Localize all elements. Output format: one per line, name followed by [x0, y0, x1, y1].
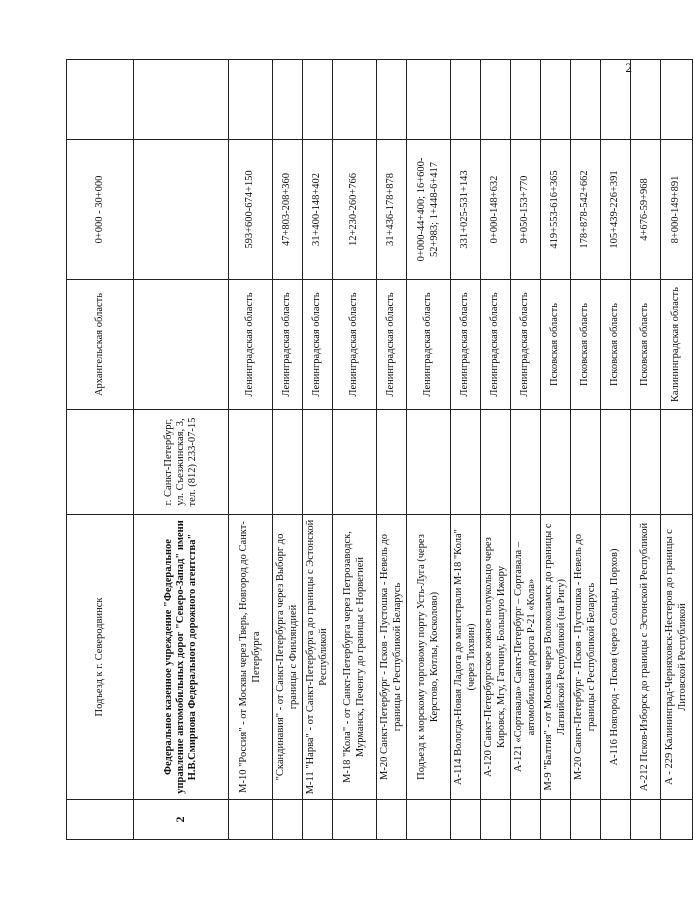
table-row — [333, 60, 377, 840]
road-region: Ленинградская область — [273, 280, 303, 410]
cell-empty — [481, 60, 511, 140]
road-range: 419+553-616+365 — [541, 140, 571, 280]
road-name: "Скандинавия" - от Санкт-Петербурга через Выборг до границы с Финляндией — [273, 515, 303, 800]
road-name: А-114 Вологда-Новая Ладога до магистрали М-18 "Кола" (через Тихвин) — [451, 515, 481, 800]
road-region: Псковская область — [631, 280, 661, 410]
cell-empty — [273, 60, 303, 140]
cell-empty — [661, 410, 693, 515]
table-row — [511, 60, 541, 840]
road-region: Ленинградская область — [451, 280, 481, 410]
cell-empty — [407, 410, 451, 515]
road-range: 105+439-226+391 — [601, 140, 631, 280]
road-name: А-116 Новгород - Псков (через Сольцы, Порхов) — [601, 515, 631, 800]
road-range: 0+000-44+400; 16+600-52+983; 1+448-6+417 — [407, 140, 451, 280]
road-range: 0+000-148+632 — [481, 140, 511, 280]
cell-empty — [511, 60, 541, 140]
cell-empty — [134, 140, 229, 280]
cell-empty — [451, 800, 481, 840]
cell-empty — [377, 800, 407, 840]
road-range: 593+600-674+150 — [229, 140, 273, 280]
cell-empty — [481, 800, 511, 840]
cell-empty — [541, 800, 571, 840]
road-region: Ленинградская область — [481, 280, 511, 410]
org-address: г. Санкт-Петербург, ул. Съезжинская, 3, тел. (812) 233-07-15 — [134, 410, 229, 515]
road-region: Ленинградская область — [229, 280, 273, 410]
org-name: Федеральное казенное учреждение "Федеральное управление автомобильных дорог "Северо-Запад" имени Н.В.Смирнова Федерального дорожного агентства" — [134, 515, 229, 800]
table-row-organization — [134, 60, 229, 840]
road-range: 4+676-59+968 — [631, 140, 661, 280]
road-name: М-9 "Балтия" - от Москвы через Волоколамск до границы с Латвийской Республикой (на Ригу) — [541, 515, 571, 800]
road-name: А-121 «Сортавала» Санкт-Петербург – Сортавала – автомобильная дорога Р-21 «Кола» — [511, 515, 541, 800]
table-row — [229, 60, 273, 840]
org-number: 2 — [134, 800, 229, 840]
cell-empty — [571, 800, 601, 840]
cell-region: Архангельская область — [67, 280, 134, 410]
table-row — [407, 60, 451, 840]
cell-empty — [377, 410, 407, 515]
road-region: Калининградская область — [661, 280, 693, 410]
road-name: А - 229 Калининград-Черняховск-Нестеров до границы с Литовской Республикой — [661, 515, 693, 800]
cell-range: 0+000 - 30+000 — [67, 140, 134, 280]
cell-empty — [631, 800, 661, 840]
cell-empty — [333, 800, 377, 840]
cell-empty — [481, 410, 511, 515]
cell-empty — [631, 60, 661, 140]
cell-empty — [407, 60, 451, 140]
cell-empty — [333, 410, 377, 515]
cell-empty — [134, 280, 229, 410]
cell-empty — [571, 410, 601, 515]
road-name: А-120 Санкт-Петербургское южное полукольцо через Кировск, Мгу, Гатчину, Большую Ижору — [481, 515, 511, 800]
road-range: 12+230-260+766 — [333, 140, 377, 280]
road-name: М-10 "Россия" - от Москвы через Тверь, Новгород до Санкт-Петербурга — [229, 515, 273, 800]
cell-empty — [333, 60, 377, 140]
cell-empty — [377, 60, 407, 140]
road-range: 31+400-148+402 — [303, 140, 333, 280]
cell-empty — [661, 60, 693, 140]
road-name: Подъезд к морскому торговому порту Усть-Луга (через Керстово, Котлы, Косколово) — [407, 515, 451, 800]
cell-empty — [303, 60, 333, 140]
cell-empty — [601, 60, 631, 140]
cell-empty — [511, 800, 541, 840]
road-range: 31+436-178+878 — [377, 140, 407, 280]
cell-empty — [451, 410, 481, 515]
cell-empty — [571, 60, 601, 140]
cell-extra-empty — [67, 60, 134, 140]
road-range: 47+803-208+360 — [273, 140, 303, 280]
cell-empty — [407, 800, 451, 840]
cell-empty — [229, 410, 273, 515]
rotated-table-wrapper — [66, 60, 688, 840]
cell-empty — [661, 800, 693, 840]
table-row — [631, 60, 661, 840]
road-region: Ленинградская область — [407, 280, 451, 410]
table-row — [273, 60, 303, 840]
table-row — [377, 60, 407, 840]
cell-empty — [273, 410, 303, 515]
table-row — [661, 60, 693, 840]
cell-number-empty — [67, 800, 134, 840]
table-row — [601, 60, 631, 840]
road-name: М-11 "Нарва" - от Санкт-Петербурга до границы с Эстонской Республикой — [303, 515, 333, 800]
road-region: Ленинградская область — [303, 280, 333, 410]
cell-empty — [511, 410, 541, 515]
road-name: М-20 Санкт-Петербург - Псков - Пустошка - Невель до границы с Республикой Беларусь — [571, 515, 601, 800]
table-row — [571, 60, 601, 840]
road-range: 178+878-542+662 — [571, 140, 601, 280]
roads-table — [66, 59, 693, 840]
page-number: 2 — [625, 60, 632, 75]
cell-empty — [601, 800, 631, 840]
cell-empty — [601, 410, 631, 515]
cell-empty — [229, 60, 273, 140]
cell-empty — [631, 410, 661, 515]
cell-empty — [303, 800, 333, 840]
cell-empty — [273, 800, 303, 840]
road-region: Ленинградская область — [333, 280, 377, 410]
road-region: Ленинградская область — [377, 280, 407, 410]
road-range: 9+050-153+770 — [511, 140, 541, 280]
table-row-top — [67, 60, 134, 840]
road-range: 8+000-149+891 — [661, 140, 693, 280]
cell-empty — [541, 410, 571, 515]
road-name: А-212 Псков-Изборск до границы с Эстонской Республикой — [631, 515, 661, 800]
road-region: Псковская область — [541, 280, 571, 410]
cell-road: Подъезд к г. Северодвинск — [67, 515, 134, 800]
cell-empty — [451, 60, 481, 140]
table-row — [451, 60, 481, 840]
road-name: М-18 "Кола" - от Санкт-Петербурга через Петрозаводск, Мурманск, Печенгу до границы с Норвегией — [333, 515, 377, 800]
table-row — [541, 60, 571, 840]
cell-empty — [134, 60, 229, 140]
road-region: Ленинградская область — [511, 280, 541, 410]
road-region: Псковская область — [571, 280, 601, 410]
road-region: Псковская область — [601, 280, 631, 410]
cell-empty — [541, 60, 571, 140]
table-row — [481, 60, 511, 840]
cell-empty — [303, 410, 333, 515]
road-name: М-20 Санкт-Петербург - Псков - Пустошка - Невель до границы с Республикой Беларусь — [377, 515, 407, 800]
table-row — [303, 60, 333, 840]
road-range: 331+025-531+143 — [451, 140, 481, 280]
cell-address-empty — [67, 410, 134, 515]
cell-empty — [229, 800, 273, 840]
